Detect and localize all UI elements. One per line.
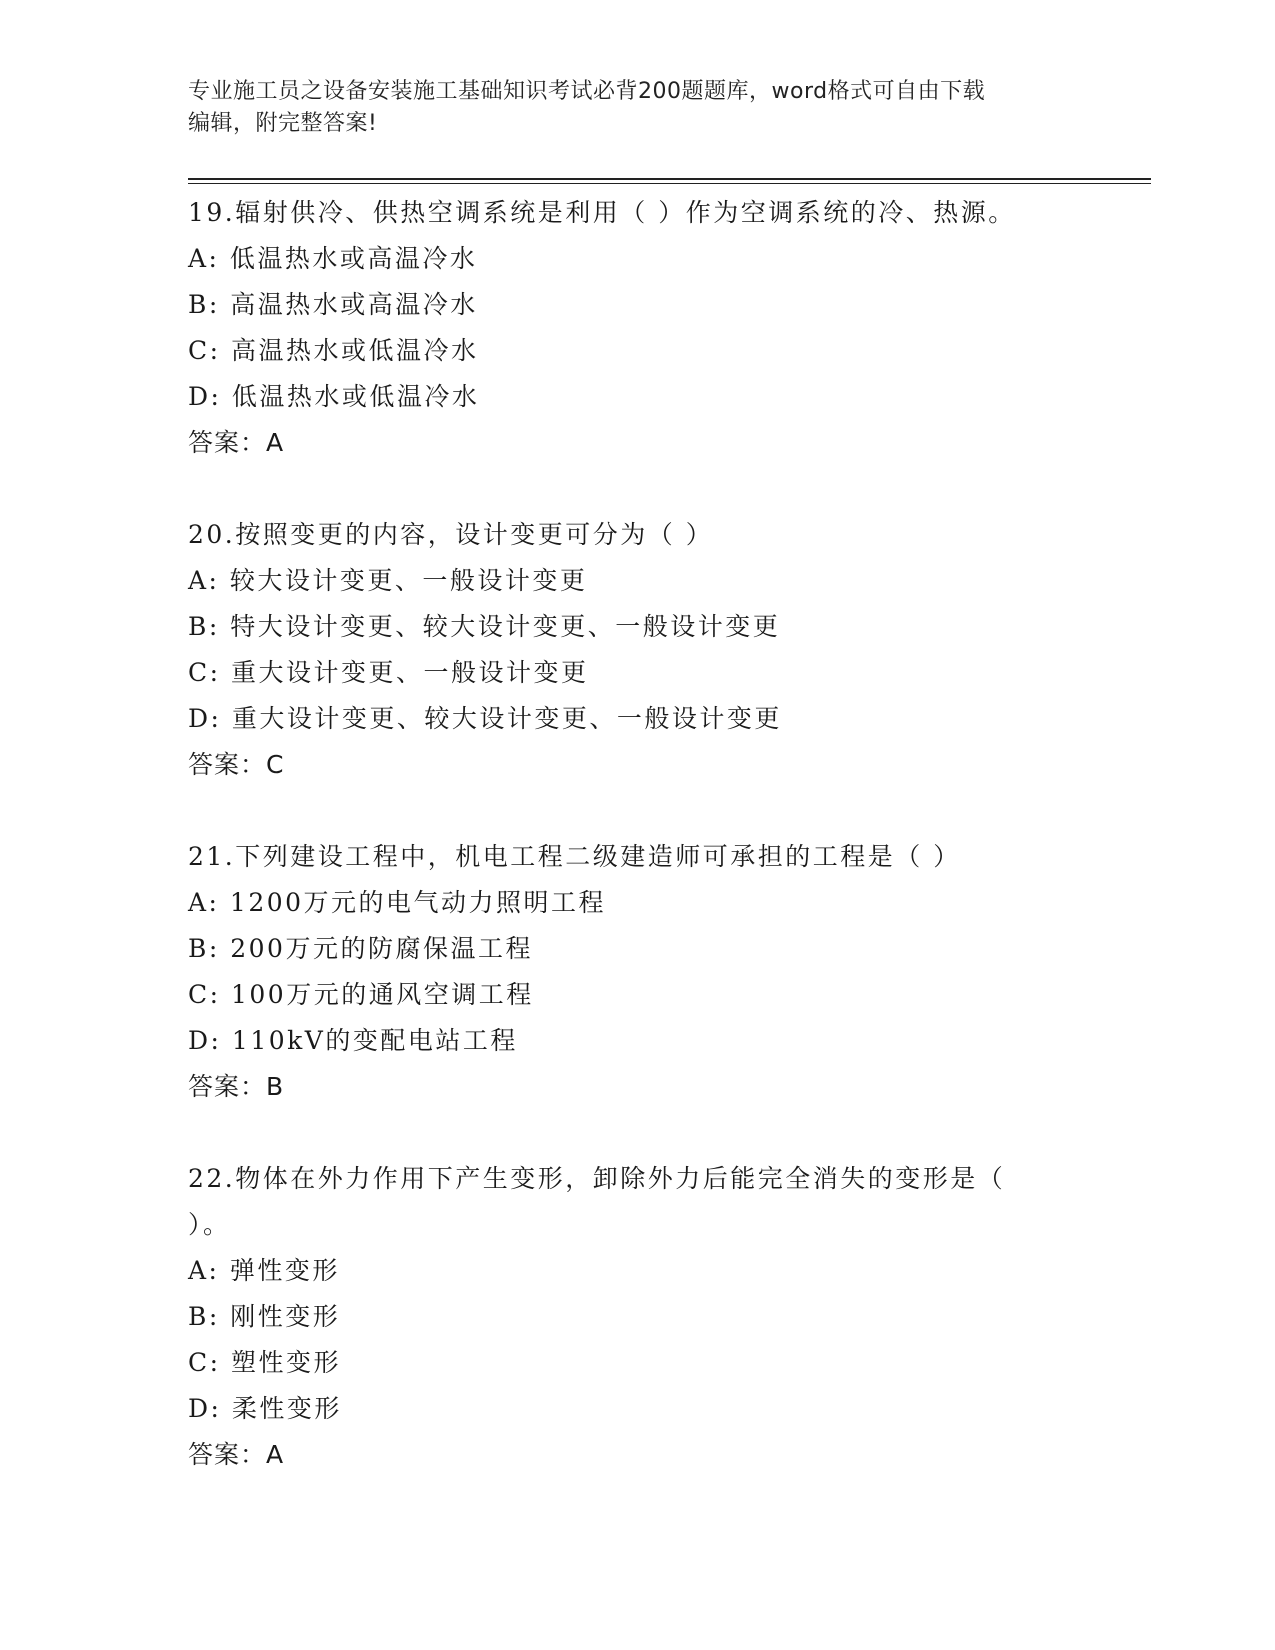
option-b: B: 特大设计变更、较大设计变更、一般设计变更	[188, 612, 781, 641]
option-a: A: 较大设计变更、一般设计变更	[188, 566, 588, 595]
question-19	[188, 190, 1088, 466]
header-title-line-2: 编辑，附完整答案!	[188, 111, 378, 136]
option-a: A: 1200万元的电气动力照明工程	[188, 888, 607, 917]
option-a: A: 低温热水或高温冷水	[188, 244, 478, 273]
question-stem: 21.下列建设工程中，机电工程二级建造师可承担的工程是（ ）	[188, 842, 961, 871]
question-stem: 19.辐射供冷、供热空调系统是利用（ ）作为空调系统的冷、热源。	[188, 198, 1016, 227]
answer-line: 答案：B	[188, 1072, 285, 1101]
question-stem: 20.按照变更的内容，设计变更可分为（ ）	[188, 520, 714, 549]
answer-line: 答案：A	[188, 1440, 285, 1469]
option-b: B: 高温热水或高温冷水	[188, 290, 478, 319]
option-c: C: 100万元的通风空调工程	[188, 980, 534, 1009]
header-divider-thick	[188, 178, 1151, 180]
option-c: C: 高温热水或低温冷水	[188, 336, 479, 365]
question-20	[188, 512, 1088, 788]
option-d: D: 110kV的变配电站工程	[188, 1026, 518, 1055]
option-c: C: 塑性变形	[188, 1348, 341, 1377]
option-a: A: 弹性变形	[188, 1256, 340, 1285]
question-list	[188, 190, 1088, 1478]
question-22	[188, 1156, 1088, 1478]
option-d: D: 重大设计变更、较大设计变更、一般设计变更	[188, 704, 782, 733]
question-stem: 22.物体在外力作用下产生变形，卸除外力后能完全消失的变形是（ ）。	[188, 1164, 1016, 1239]
option-d: D: 柔性变形	[188, 1394, 342, 1423]
answer-line: 答案：A	[188, 428, 285, 457]
question-21	[188, 834, 1088, 1110]
answer-line: 答案：C	[188, 750, 285, 779]
header-divider-thin	[188, 183, 1151, 184]
header-title-line-1: 专业施工员之设备安装施工基础知识考试必背200题题库，word格式可自由下载	[188, 79, 986, 104]
option-b: B: 200万元的防腐保温工程	[188, 934, 533, 963]
option-d: D: 低温热水或低温冷水	[188, 382, 480, 411]
document-header	[188, 76, 1068, 140]
option-b: B: 刚性变形	[188, 1302, 341, 1331]
option-c: C: 重大设计变更、一般设计变更	[188, 658, 589, 687]
